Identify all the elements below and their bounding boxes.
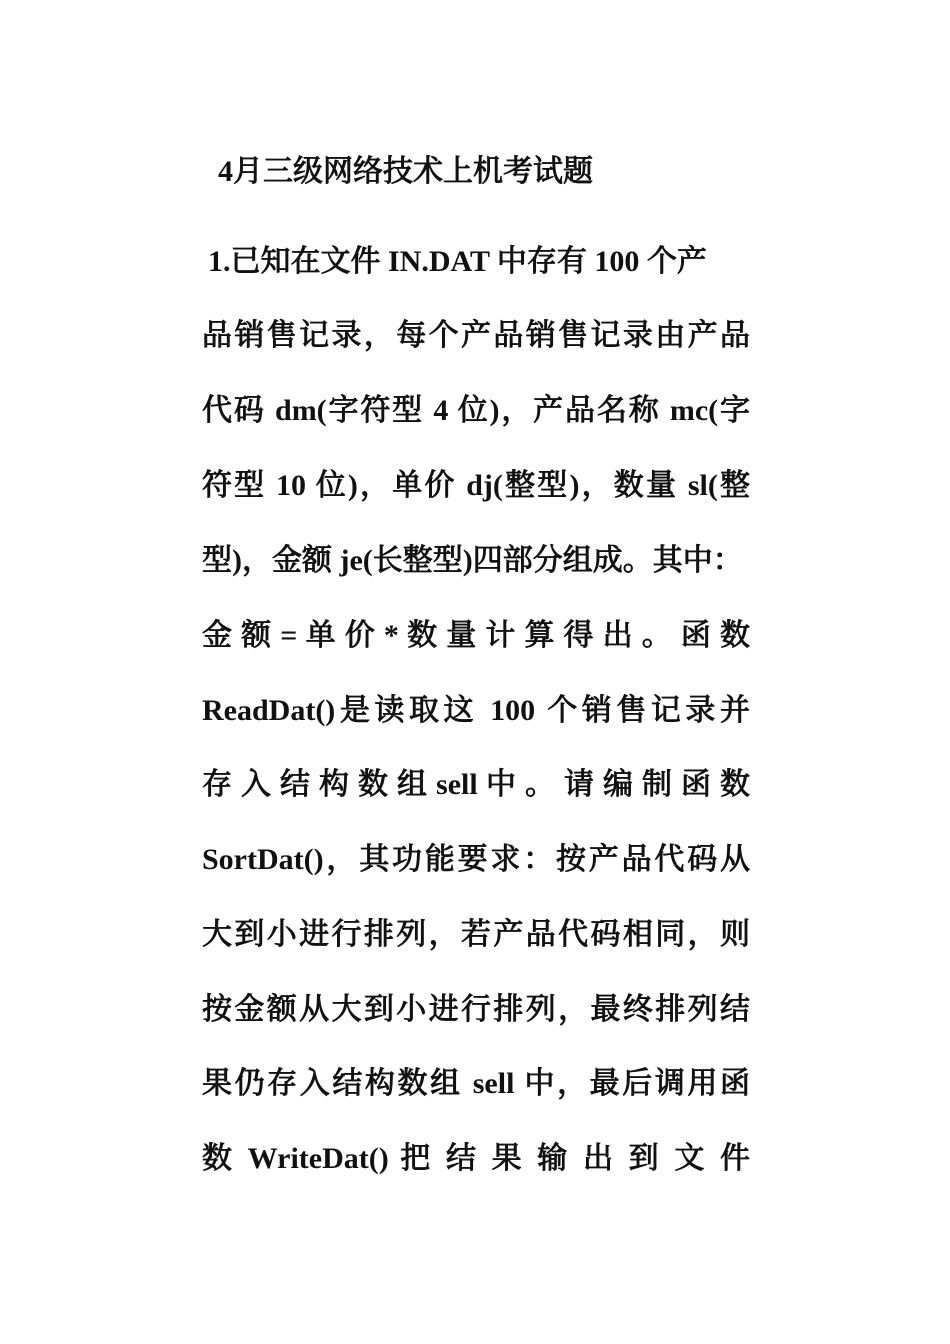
- body-line-5: 型)，金额 je(长整型)四部分组成。其中：: [202, 544, 743, 577]
- body-line-8: 存 入 结 构 数 组 sell 中 。 请 编 制 函 数: [202, 768, 750, 801]
- body-line-6: 金 额 = 单 价 * 数 量 计 算 得 出 。 函 数: [202, 619, 750, 652]
- body-line-7: ReadDat()是读取这 100 个销售记录并: [202, 694, 750, 727]
- body-line-11: 按金额从大到小进行排列，最终排列结: [202, 993, 750, 1026]
- body-line-10: 大到小进行排列，若产品代码相同，则: [202, 918, 750, 951]
- body-line-2: 品销售记录，每个产品销售记录由产品: [202, 319, 750, 352]
- body-line-1: 1.已知在文件 IN.DAT 中存有 100 个产: [208, 245, 707, 278]
- document-title: 4月三级网络技术上机考试题: [218, 155, 593, 188]
- body-line-4: 符型 10 位)，单价 dj(整型)，数量 sl(整: [202, 469, 750, 502]
- body-line-12: 果仍存入结构数组 sell 中，最后调用函: [202, 1067, 750, 1100]
- body-line-3: 代码 dm(字符型 4 位)，产品名称 mc(字: [202, 394, 750, 427]
- body-line-9: SortDat()，其功能要求：按产品代码从: [202, 843, 750, 876]
- body-line-13: 数 WriteDat() 把 结 果 输 出 到 文 件: [202, 1142, 750, 1175]
